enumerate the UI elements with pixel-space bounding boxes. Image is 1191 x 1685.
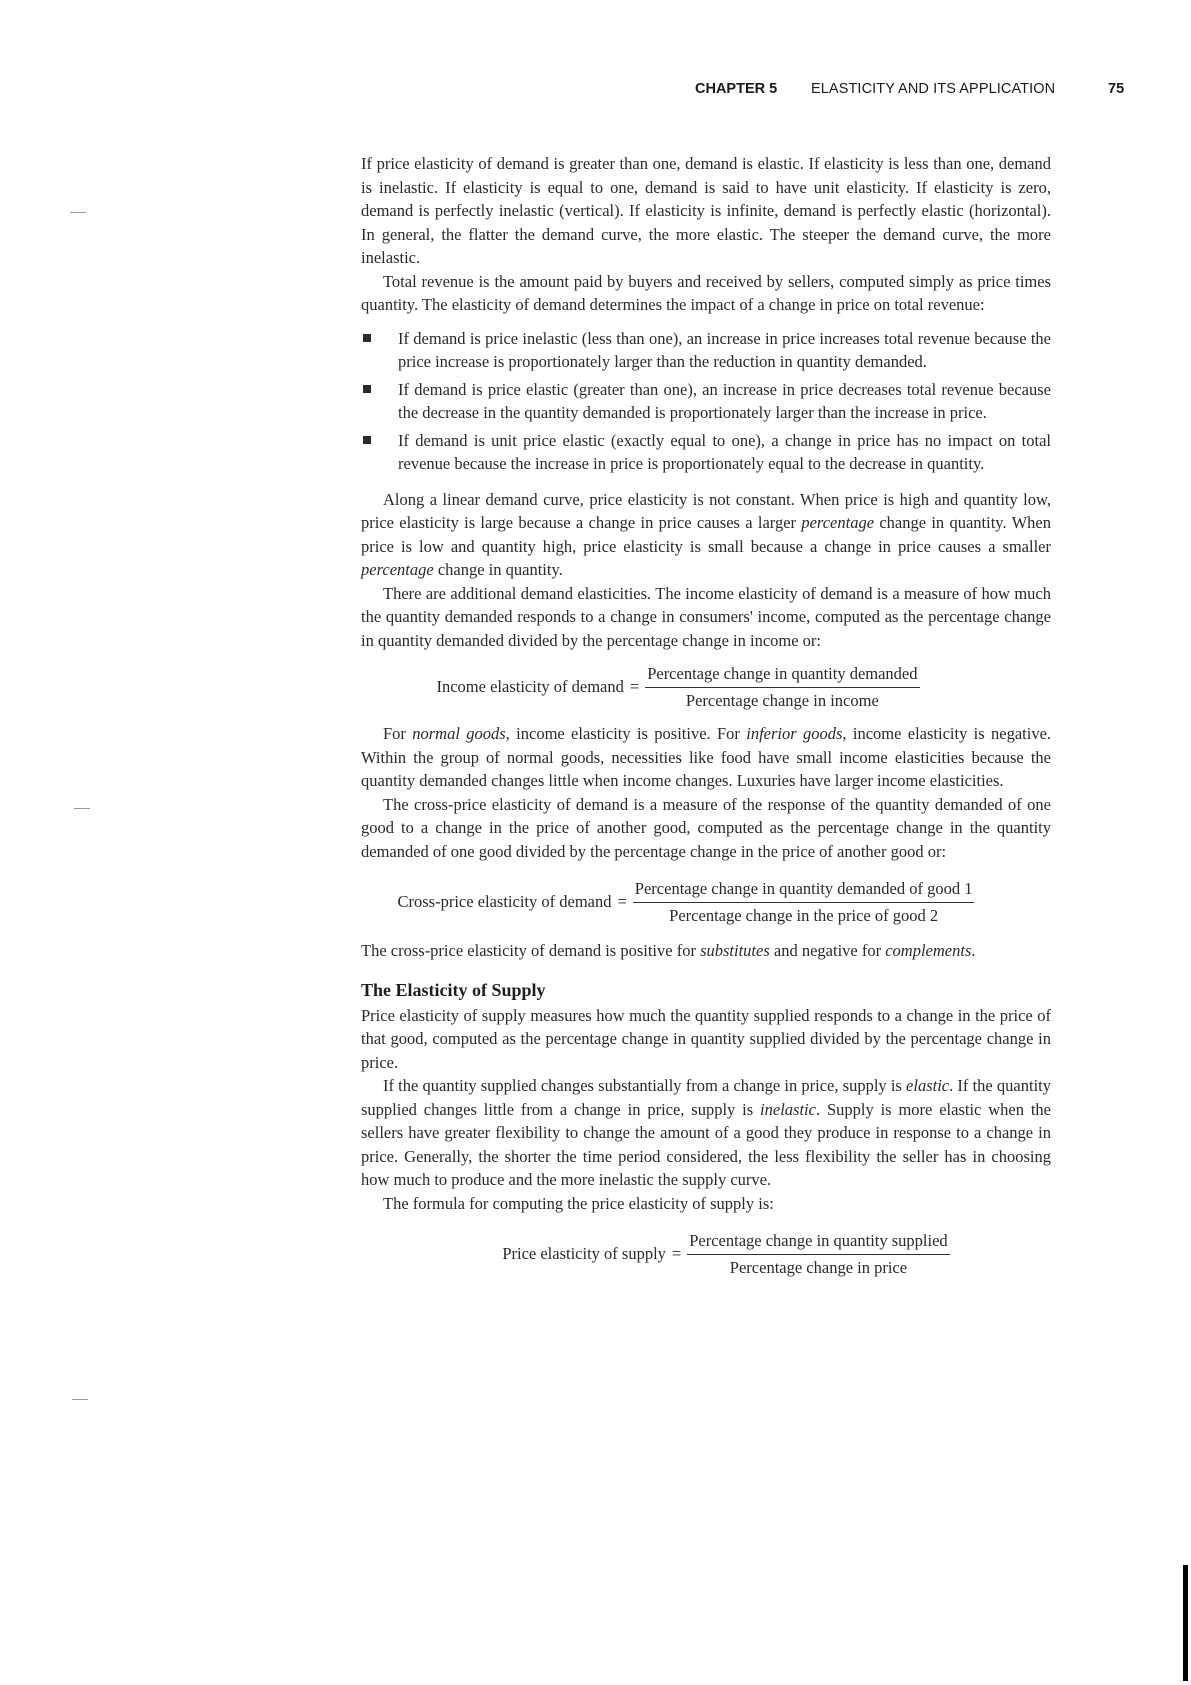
formula-label: Price elasticity of supply <box>502 1244 666 1264</box>
numerator: Percentage change in quantity demanded <box>645 662 919 688</box>
equals-sign: = <box>617 892 627 912</box>
denominator: Percentage change in price <box>729 1257 908 1277</box>
denominator: Percentage change in the price of good 2 <box>669 905 939 925</box>
list-item-text: If demand is price elastic (greater than one), an increase in price decreases total revenue because the decrease in the quantity demanded is proportionately larger than the increase in price. <box>398 379 1051 422</box>
scan-mark <box>74 808 90 811</box>
paragraph: Along a linear demand curve, price elasticity is not constant. When price is high and quantity low, price elasticity is large because a change in price causes a larger percentage change in quantity. When price is low and quantity high, price elasticity is small because a change in price causes a smaller percentage change in quantity. <box>361 489 1051 579</box>
square-bullet-icon <box>363 385 371 393</box>
chapter-title: ELASTICITY AND ITS APPLICATION <box>811 81 1056 97</box>
page-body <box>361 152 1051 1289</box>
scan-mark <box>72 1399 88 1402</box>
list-item-text: If demand is price inelastic (less than one), an increase in price increases total revenue because the price increase is proportionately larger than the reduction in quantity demanded. <box>398 328 1051 371</box>
section-heading: The Elasticity of Supply <box>361 979 546 1000</box>
scan-mark <box>70 212 86 215</box>
paragraph: Price elasticity of supply measures how much the quantity supplied responds to a change in the price of that good, computed as the percentage change in quantity supplied divided by the percentage change in price. <box>361 1005 1051 1072</box>
paragraph: There are additional demand elasticities. The income elasticity of demand is a measure of how much the quantity demanded responds to a change in consumers' income, computed as the percentage change in quantity demanded divided by the percentage change in income or: <box>361 583 1051 650</box>
page-number: 75 <box>1108 81 1125 97</box>
fraction <box>687 1229 949 1279</box>
fraction <box>633 877 975 927</box>
formula-label: Cross-price elasticity of demand <box>397 892 612 912</box>
square-bullet-icon <box>363 436 371 444</box>
paragraph: The formula for computing the price elasticity of supply is: <box>383 1193 774 1213</box>
cross-price-elasticity-formula <box>321 877 1051 927</box>
fraction <box>645 662 919 712</box>
numerator: Percentage change in quantity supplied <box>687 1229 949 1255</box>
paragraph: The cross-price elasticity of demand is a measure of the response of the quantity demanded of one good to a change in the price of another good, computed as the percentage change in the quantity demanded of one good divided by the percentage change in the price of another good or: <box>361 794 1051 861</box>
square-bullet-icon <box>363 334 371 342</box>
formula-label: Income elasticity of demand <box>436 677 624 697</box>
supply-elasticity-formula <box>401 1229 1051 1279</box>
chapter-label: CHAPTER 5 <box>695 81 778 97</box>
bullet-list <box>361 327 1051 476</box>
scan-edge-bar <box>1183 1565 1188 1681</box>
paragraph: If price elasticity of demand is greater than one, demand is elastic. If elasticity is less than one, demand is inelastic. If elasticity is equal to one, demand is said to have unit elasticity. If elasticity is zero, demand is perfectly inelastic (vertical). If elasticity is infinite, demand is perfectly elastic (horizontal). In general, the flatter the demand curve, the more elastic. The steeper the demand curve, the more inelastic. <box>361 154 1051 267</box>
list-item <box>361 327 1051 374</box>
list-item <box>361 429 1051 476</box>
equals-sign: = <box>671 1244 682 1264</box>
list-item <box>361 378 1051 425</box>
paragraph: The cross-price elasticity of demand is positive for substitutes and negative for complements. <box>361 941 976 960</box>
running-header <box>0 81 1191 101</box>
income-elasticity-formula <box>305 662 1051 712</box>
denominator: Percentage change in income <box>685 690 879 710</box>
numerator: Percentage change in quantity demanded of good 1 <box>633 877 975 903</box>
equals-sign: = <box>629 677 640 697</box>
paragraph: For normal goods, income elasticity is positive. For inferior goods, income elasticity is negative. Within the group of normal goods, necessities like food have small income elasticities because the quantity demanded changes little when income changes. Luxuries have larger income elasticities. <box>361 724 1052 790</box>
list-item-text: If demand is unit price elastic (exactly equal to one), a change in price has no impact on total revenue because the increase in price is proportionately equal to the decrease in quantity. <box>398 430 1051 473</box>
paragraph: Total revenue is the amount paid by buyers and received by sellers, computed simply as price times quantity. The elasticity of demand determines the impact of a change in price on total revenue: <box>361 271 1051 314</box>
paragraph: If the quantity supplied changes substantially from a change in price, supply is elastic. If the quantity supplied changes little from a change in price, supply is inelastic. Supply is more elastic when the sellers have greater flexibility to change the amount of a good they produce in response to a change in price. Generally, the shorter the time period considered, the less flexibility the seller has in choosing how much to produce and the more inelastic the supply curve. <box>361 1076 1051 1189</box>
